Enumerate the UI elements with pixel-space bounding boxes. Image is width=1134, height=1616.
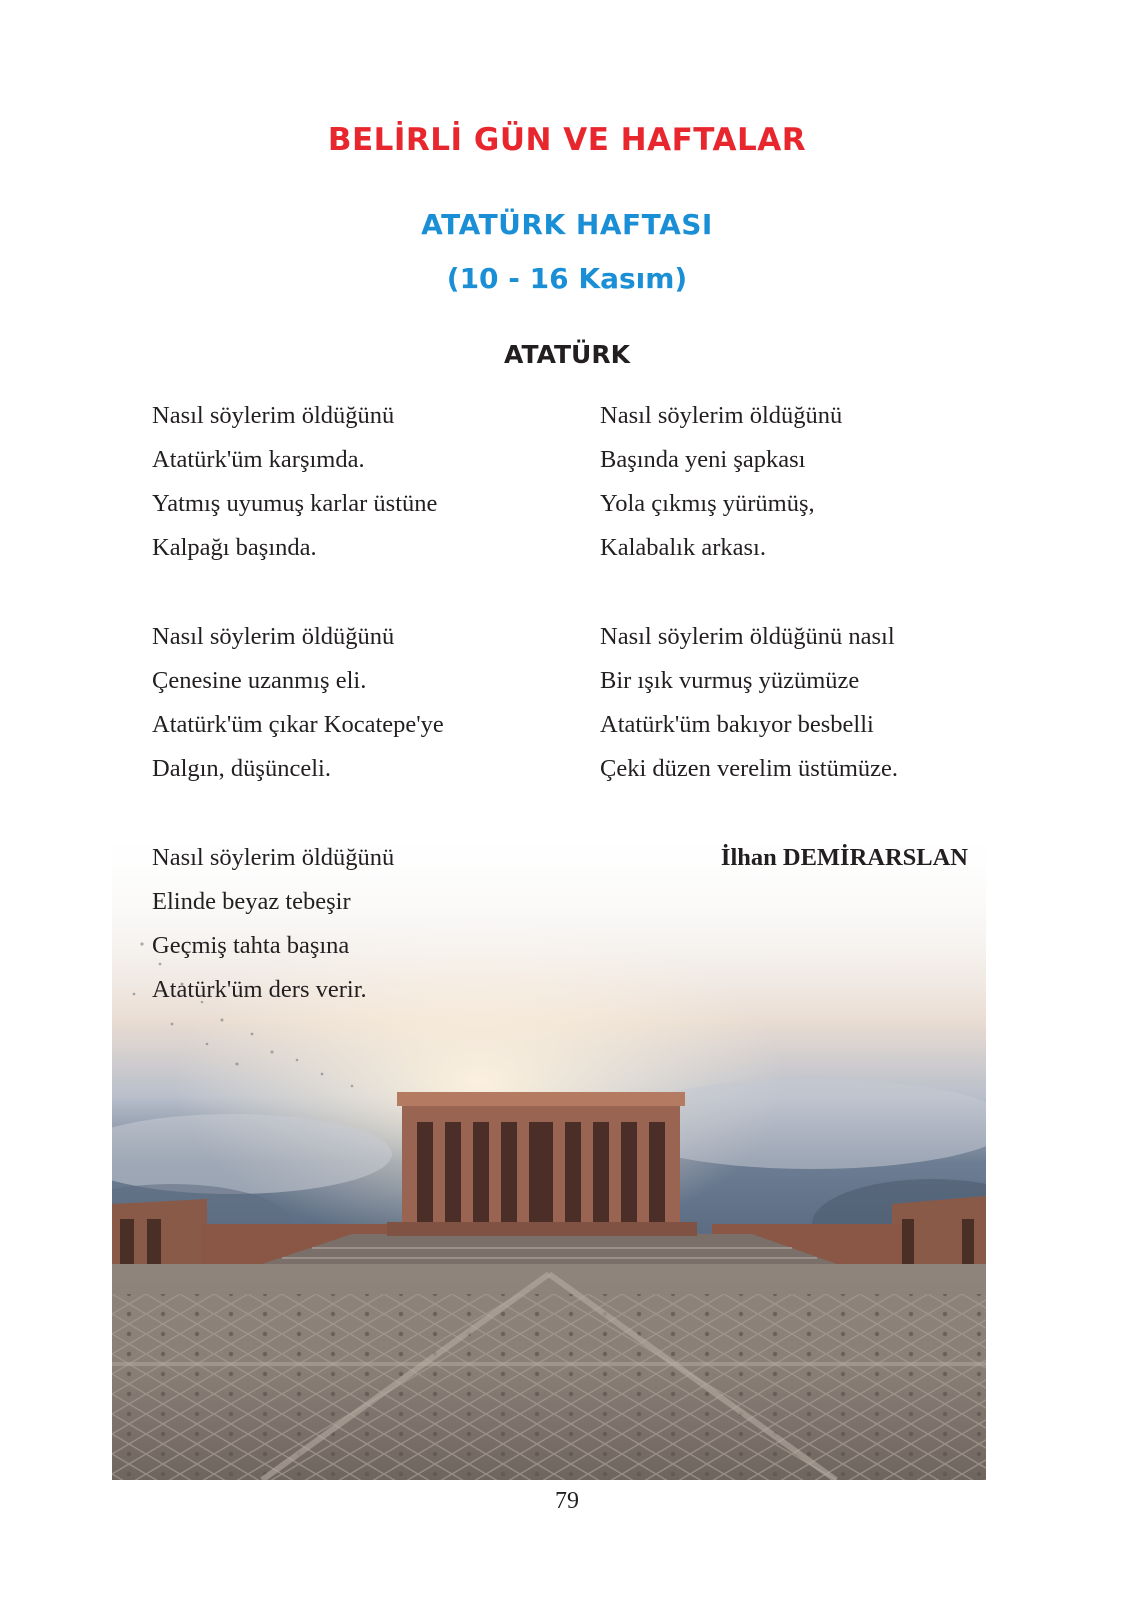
poem-line: Bir ışık vurmuş yüzümüze [600, 667, 860, 694]
week-title: ATATÜRK HAFTASI [421, 208, 713, 241]
poem-line: Dalgın, düşünceli. [152, 755, 331, 782]
poem-line: Nasıl söylerim öldüğünü nasıl [600, 623, 895, 650]
poem-line: Atatürk'üm karşımda. [152, 446, 365, 473]
stanza-1 [152, 394, 437, 570]
poem-line: Yatmış uyumuş karlar üstüne [152, 490, 438, 517]
poem-line: Nasıl söylerim öldüğünü [152, 402, 395, 429]
stanza-4 [600, 394, 842, 570]
poem-title: ATATÜRK [504, 340, 630, 369]
poem-line: Nasıl söylerim öldüğünü [152, 623, 395, 650]
poem-line: Nasıl söylerim öldüğünü [600, 402, 843, 429]
poem-line: Atatürk'üm çıkar Kocatepe'ye [152, 711, 444, 738]
poem-line: Nasıl söylerim öldüğünü [152, 844, 395, 871]
section-title: BELİRLİ GÜN VE HAFTALAR [327, 122, 807, 158]
poem-author: İlhan DEMİRARSLAN [720, 844, 968, 871]
page-number: 79 [555, 1488, 579, 1514]
poem-line: Başında yeni şapkası [600, 446, 806, 473]
poem-line: Yola çıkmış yürümüş, [600, 490, 815, 517]
poem-line: Çeki düzen verelim üstümüze. [600, 755, 898, 782]
poem-line: Atatürk'üm bakıyor besbelli [600, 711, 874, 738]
poem-line: Kalabalık arkası. [600, 534, 766, 561]
poem-line: Elinde beyaz tebeşir [152, 888, 351, 915]
week-dates: (10 - 16 Kasım) [446, 262, 688, 295]
stanza-3 [152, 836, 394, 1012]
stanza-5 [600, 615, 898, 791]
poem-line: Atatürk'üm ders verir. [152, 976, 367, 1003]
stanza-2 [152, 615, 444, 791]
poem-line: Geçmiş tahta başına [152, 932, 350, 959]
poem-line: Kalpağı başında. [152, 534, 317, 561]
poem-line: Çenesine uzanmış eli. [152, 667, 367, 694]
